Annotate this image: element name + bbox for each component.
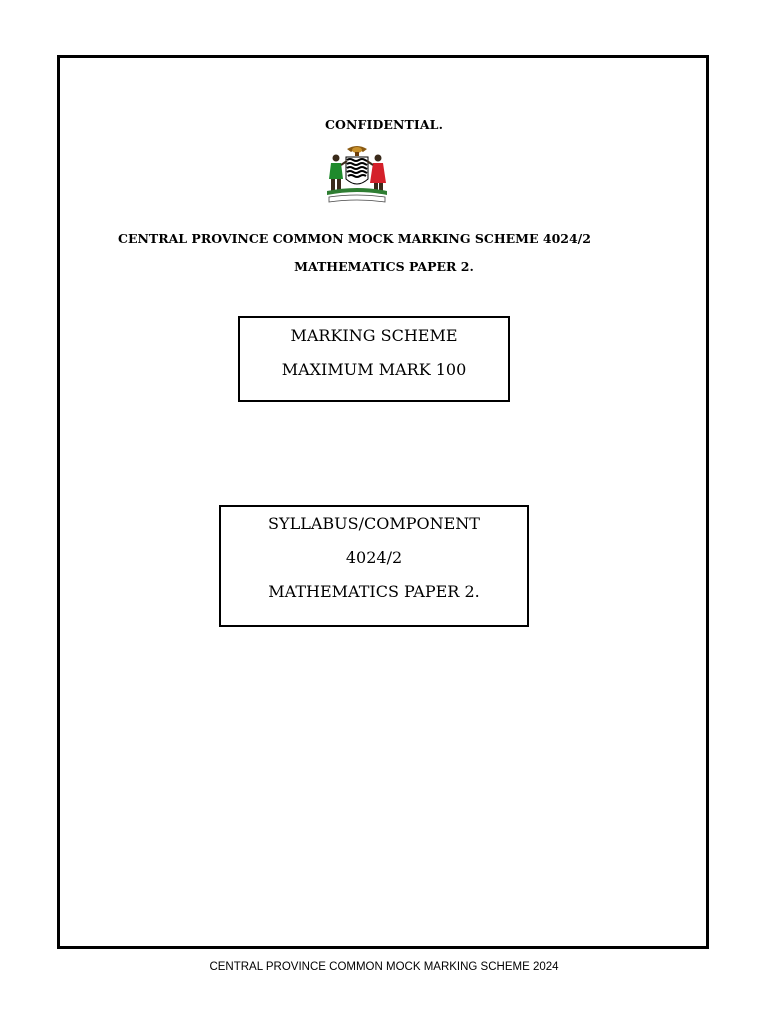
coat-of-arms-icon [319, 143, 395, 205]
component-code: 4024/2 [345, 548, 403, 567]
document-title: CENTRAL PROVINCE COMMON MOCK MARKING SCHEME 4024/2 [118, 231, 591, 246]
page-footer: CENTRAL PROVINCE COMMON MOCK MARKING SCHEME 2024 [209, 961, 559, 973]
paper-name: MATHEMATICS PAPER 2. [268, 582, 480, 601]
maximum-mark-label: MAXIMUM MARK 100 [281, 360, 467, 379]
marking-scheme-box [238, 316, 510, 402]
document-subtitle: MATHEMATICS PAPER 2. [294, 259, 474, 274]
confidential-label: CONFIDENTIAL. [324, 117, 444, 132]
syllabus-box [219, 505, 529, 627]
marking-scheme-label: MARKING SCHEME [290, 326, 458, 345]
syllabus-component-label: SYLLABUS/COMPONENT [268, 514, 480, 533]
